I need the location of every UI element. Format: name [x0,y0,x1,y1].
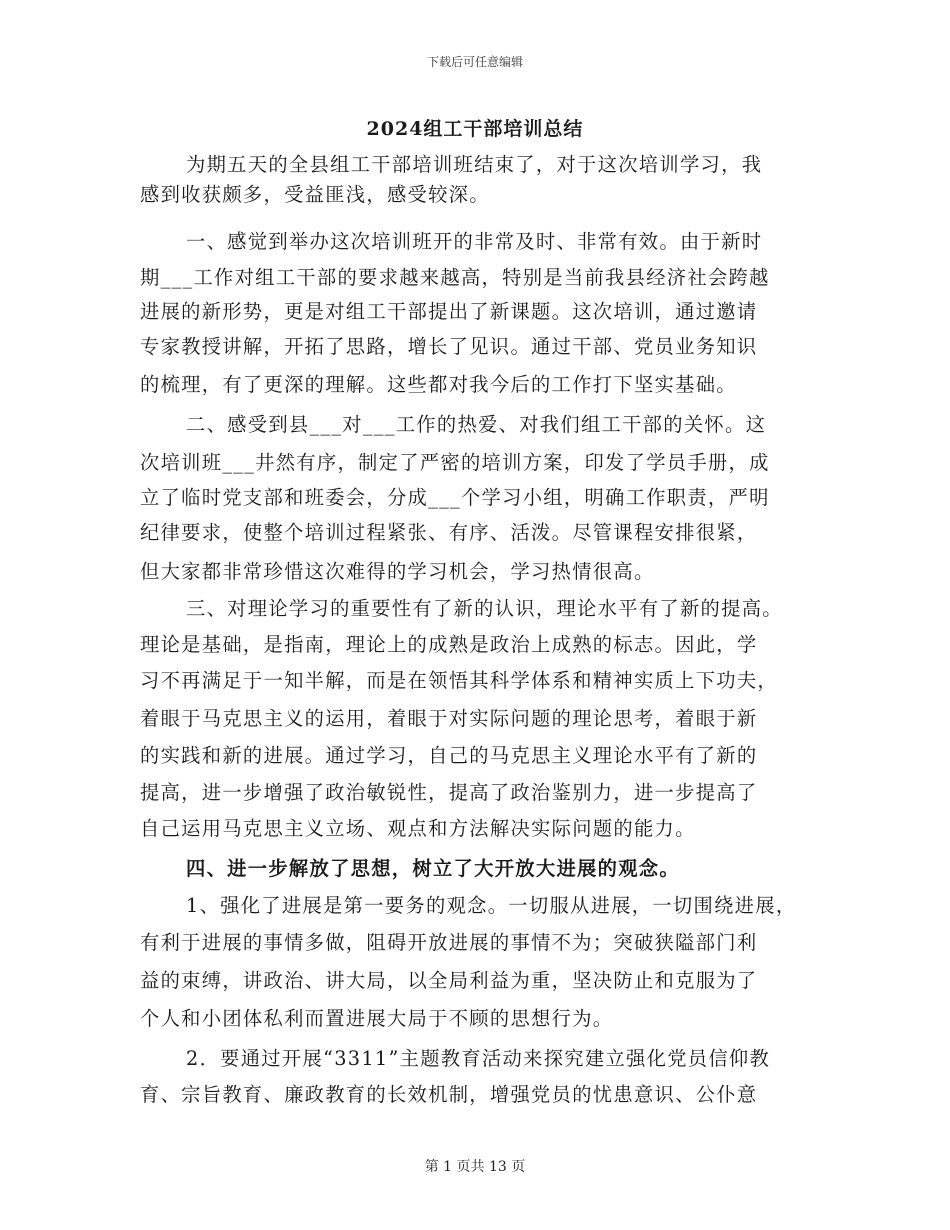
section-heading: 四、进一步解放了思想，树立了大开放大进展的观念。 [186,857,680,880]
paragraph-line: 二、感受到县___对___工作的热爱、对我们组工干部的关怀。这 [186,413,767,436]
paragraph-line: 纪律要求，使整个培训过程紧张、有序、活泼。尽管课程安排很紧， [140,521,758,544]
paragraph-line: 益的束缚，讲政治、讲大局，以全局利益为重，坚决防止和克服为了 [140,969,758,992]
paragraph-line: 三、对理论学习的重要性有了新的认识，理论水平有了新的提高。 [186,597,783,620]
paragraph-line: 专家教授讲解，开拓了思路，增长了见识。通过干部、党员业务知识 [140,335,758,358]
paragraph-line: 个人和小团体私利而置进展大局于不顾的思想行为。 [140,1007,614,1030]
paragraph-line: 进展的新形势，更是对组工干部提出了新课题。这次培训，通过邀请 [140,300,758,323]
paragraph-line: 期___工作对组工干部的要求越来越高，特别是当前我县经济社会跨越 [140,266,770,289]
paragraph-line: 次培训班___井然有序，制定了严密的培训方案，印发了学员手册，成 [140,451,770,474]
paragraph-line: 习不再满足于一知半解，而是在领悟其科学体系和精神实质上下功夫， [140,669,779,692]
paragraph-line: 育、宗旨教育、廉政教育的长效机制，增强党员的忧患意识、公仆意 [140,1083,758,1106]
paragraph-line: 一、感觉到举办这次培训班开的非常及时、非常有效。由于新时 [186,230,763,253]
paragraph-line: 为期五天的全县组工干部培训班结束了，对于这次培训学习，我 [186,153,763,176]
page-footer: 第 1 页共 13 页 [424,1159,526,1175]
paragraph-line: 的梳理，有了更深的理解。这些都对我今后的工作打下坚实基础。 [140,373,737,396]
paragraph-line: 1、强化了进展是第一要务的观念。一切服从进展，一切围绕进展， [186,894,797,917]
paragraph-line: 的实践和新的进展。通过学习，自己的马克思主义理论水平有了新的 [140,744,758,767]
paragraph-line: 理论是基础，是指南，理论上的成熟是政治上成熟的标志。因此，学 [140,633,758,656]
paragraph-line: 着眼于马克思主义的运用，着眼于对实际问题的理论思考，着眼于新 [140,707,758,730]
paragraph-line: 但大家都非常珍惜这次难得的学习机会，学习热情很高。 [140,560,655,583]
paragraph-line: 2．要通过开展“3311”主题教育活动来探究建立强化党员信仰教 [186,1047,771,1070]
paragraph-line: 立了临时党支部和班委会，分成___个学习小组，明确工作职责，严明 [140,486,770,509]
paragraph-line: 有利于进展的事情多做，阻碍开放进展的事情不为；突破狭隘部门利 [140,931,758,954]
document-title: 2024组工干部培训总结 [366,118,584,140]
paragraph-line: 自己运用马克思主义立场、观点和方法解决实际问题的能力。 [140,817,696,840]
header-note: 下载后可任意编辑 [426,55,523,69]
paragraph-line: 提高，进一步增强了政治敏锐性，提高了政治鉴别力，进一步提高了 [140,781,758,804]
paragraph-line: 感到收获颇多，受益匪浅，感受较深。 [140,183,490,206]
